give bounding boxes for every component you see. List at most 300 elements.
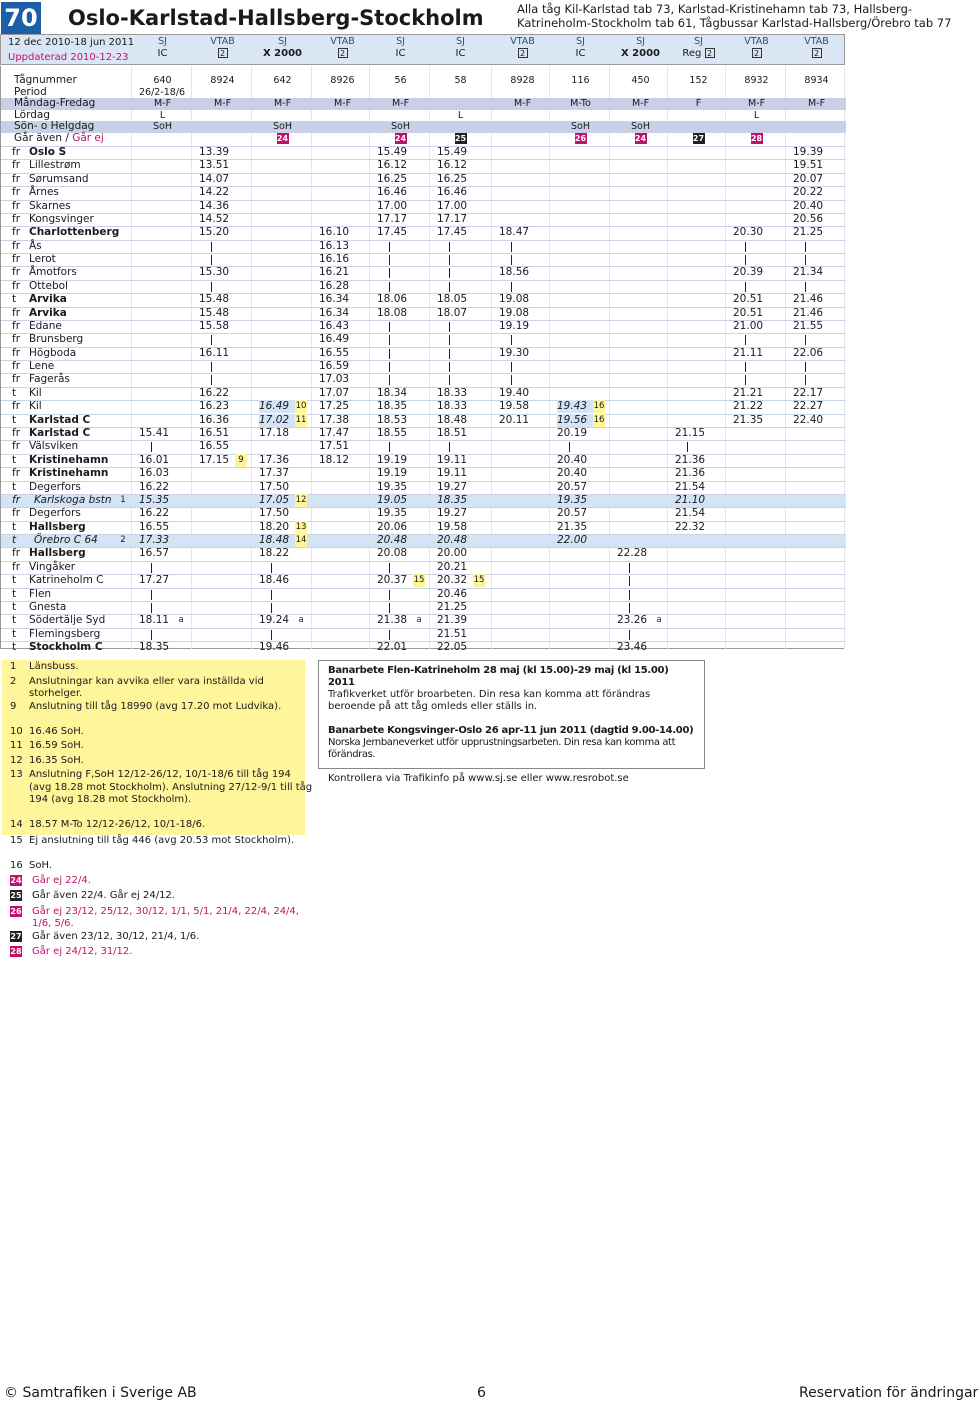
station-row — [1, 253, 846, 266]
departure-time: 19.27 — [437, 507, 468, 520]
header-cell — [611, 133, 670, 145]
departure-time: 21.36 — [675, 467, 706, 480]
footnotes-panel — [2, 660, 313, 957]
arr-dep-marker: t — [12, 627, 17, 640]
passes-through-marker — [511, 375, 512, 385]
departure-time: 15.30 — [199, 266, 230, 279]
does-not-run-label: Går ej — [72, 132, 104, 144]
departure-time: 16.16 — [319, 253, 350, 266]
header-cell: 8932 — [744, 75, 769, 86]
departure-time: 18.06 — [377, 293, 408, 306]
departure-time: 20.51 — [733, 293, 764, 306]
footnote — [10, 860, 52, 873]
departure-time: 16.36 — [199, 413, 230, 426]
row-divider — [1, 200, 846, 201]
footnote — [10, 661, 79, 674]
train-type — [493, 48, 552, 59]
timetable-header — [0, 34, 845, 65]
departure-time: 16.55 — [199, 440, 230, 453]
day-footnote-text: Går ej 22/4. — [32, 874, 91, 886]
departure-time: 20.06 — [377, 520, 408, 533]
departure-time: 18.08 — [377, 306, 408, 319]
train-type: X 2000 — [620, 48, 661, 59]
footnote-number: 2 — [10, 675, 17, 687]
header-cell: 8934 — [804, 75, 829, 86]
notice-text-2: Norska Jernbaneverket utför upprustningsarbeten. Din resa kan komma att förändras. — [328, 737, 676, 760]
passes-through-marker — [211, 335, 212, 345]
passes-through-marker — [511, 255, 512, 265]
departure-time: 17.27 — [139, 574, 170, 587]
footnote-text: Länsbuss. — [29, 661, 79, 672]
passes-through-marker — [449, 335, 450, 345]
departure-time: 17.17 — [377, 212, 408, 225]
departure-time: 19.05 — [377, 493, 408, 506]
station-row — [1, 293, 846, 306]
departure-time: 19.51 — [793, 159, 824, 172]
departure-time: 14.22 — [199, 186, 230, 199]
arr-dep-marker: fr — [12, 186, 21, 199]
station-name: Karlskoga bstn — [34, 493, 112, 506]
passes-through-marker — [629, 603, 630, 613]
passes-through-marker — [745, 282, 746, 292]
day-note-badge: 27 — [10, 931, 22, 941]
arr-dep-marker: fr — [12, 199, 21, 212]
train-type — [313, 48, 372, 59]
departure-time: 16.10 — [319, 226, 350, 239]
departure-time: 19.08 — [499, 306, 530, 319]
row-divider — [1, 628, 846, 629]
departure-time: 17.47 — [319, 426, 350, 439]
departure-time: 17.37 — [259, 467, 290, 480]
departure-time: 20.19 — [557, 426, 588, 439]
station-row — [1, 614, 846, 627]
arr-dep-marker: t — [12, 641, 17, 654]
station-name: Oslo S — [29, 146, 67, 158]
departure-time: 17.36 — [259, 453, 290, 466]
departure-time: 18.56 — [499, 266, 530, 279]
departure-time: 21.36 — [675, 453, 706, 466]
station-row — [1, 400, 846, 413]
station-name: Kil — [29, 386, 42, 399]
departure-time: 22.00 — [557, 534, 588, 547]
departure-time: 20.11 — [499, 413, 530, 426]
passes-through-marker — [389, 442, 390, 452]
departure-time: 20.48 — [377, 534, 408, 547]
header-cell: 642 — [273, 75, 292, 86]
station-row — [1, 454, 846, 467]
arr-dep-marker: fr — [12, 319, 21, 332]
departure-time: 19.11 — [437, 467, 468, 480]
departure-time: 17.50 — [259, 480, 290, 493]
station-name: Lerot — [29, 253, 56, 266]
passes-through-marker — [389, 255, 390, 265]
station-name: Arvika — [29, 293, 67, 306]
departure-time: 17.15 — [199, 453, 230, 466]
departure-time: 19.35 — [377, 480, 408, 493]
station-row — [1, 574, 846, 587]
departure-time: 15.41 — [139, 426, 170, 439]
footnote — [10, 769, 313, 805]
passes-through-marker — [389, 322, 390, 332]
passes-through-marker — [805, 335, 806, 345]
arr-dep-marker: t — [12, 413, 17, 426]
row-label: Tågnummer — [14, 74, 77, 86]
passes-through-marker — [449, 282, 450, 292]
passes-through-marker — [449, 442, 450, 452]
departure-time: 15.58 — [199, 319, 230, 332]
departure-time: 20.56 — [793, 212, 824, 225]
day-note-badge: 25 — [454, 134, 467, 143]
passes-through-marker — [629, 590, 630, 600]
passes-through-marker — [449, 349, 450, 359]
station-name: Karlstad C — [29, 413, 91, 426]
arr-dep-marker: fr — [12, 212, 21, 225]
passes-through-marker — [389, 242, 390, 252]
header-cell: L — [457, 109, 464, 121]
day-footnote — [10, 946, 133, 959]
station-row — [1, 333, 846, 346]
departure-time: 18.22 — [259, 547, 290, 560]
header-cell: 58 — [454, 75, 467, 86]
day-note-badge: 26 — [10, 906, 22, 916]
station-name: Årnes — [29, 186, 59, 199]
station-name: Lillestrøm — [29, 159, 81, 172]
row-divider — [1, 173, 846, 174]
arr-dep-marker: fr — [12, 172, 21, 185]
footnote — [10, 754, 84, 768]
departure-time: 18.46 — [259, 574, 290, 587]
footnote-text: Anslutning till tåg 18990 (avg 17.20 mot Ludvika). — [29, 700, 282, 712]
header-cell — [253, 133, 312, 145]
header-cell — [431, 133, 490, 145]
departure-time: 15.35 — [139, 493, 170, 506]
footnote-number: 15 — [10, 835, 23, 846]
departure-time: 19.11 — [437, 453, 468, 466]
arr-dep-marker: t — [12, 587, 17, 600]
train-type: IC — [455, 48, 466, 59]
footnote-number: 12 — [10, 754, 23, 766]
station-name: Kristinehamn — [29, 467, 109, 480]
passes-through-marker — [805, 282, 806, 292]
departure-time: 19.43 — [557, 400, 599, 413]
header-cell: SoH — [391, 121, 410, 133]
arr-dep-marker: fr — [12, 279, 21, 292]
departure-time: 22.01 — [377, 641, 408, 654]
header-cell: L — [753, 109, 760, 121]
station-row — [1, 641, 846, 654]
passes-through-marker — [805, 255, 806, 265]
footnote-text: SoH. — [29, 860, 52, 871]
passes-through-marker — [745, 375, 746, 385]
passes-through-marker — [389, 335, 390, 345]
departure-time: 21.10 — [675, 493, 706, 506]
departure-time: 20.07 — [793, 172, 824, 185]
timetable-grid — [0, 66, 845, 654]
departure-time: 22.40 — [793, 413, 824, 426]
passes-through-marker — [389, 349, 390, 359]
passes-through-marker — [511, 335, 512, 345]
time-note-ref: 11 — [295, 414, 307, 425]
station-row — [1, 427, 846, 440]
departure-time: 18.07 — [437, 306, 468, 319]
station-name: Södertälje Syd — [29, 614, 106, 627]
arr-dep-marker: fr — [12, 266, 21, 279]
row-divider — [1, 293, 846, 294]
departure-time: 16.12 — [437, 159, 468, 172]
departure-time: 20.32 — [437, 574, 468, 587]
departure-time: 21.38 — [377, 614, 408, 627]
second-class-icon: 2 — [518, 48, 528, 58]
departure-time: 19.19 — [377, 467, 408, 480]
operator-label: SJ — [694, 36, 703, 47]
station-row — [1, 186, 846, 199]
station-name: Charlottenberg — [29, 226, 120, 239]
departure-time: 21.25 — [793, 226, 824, 239]
operator-label: VTAB — [804, 36, 829, 47]
time-note-ref: 9 — [235, 454, 247, 467]
header-row-train_no — [1, 75, 846, 87]
arr-dep-marker: t — [12, 614, 17, 627]
passes-through-marker — [151, 563, 152, 573]
header-cell: M-F — [333, 98, 352, 110]
passes-through-marker — [629, 576, 630, 586]
row-divider — [1, 360, 846, 361]
departure-time: 19.24 — [259, 614, 290, 627]
footnote — [10, 740, 84, 753]
header-cell — [727, 133, 786, 145]
departure-time: 20.57 — [557, 480, 588, 493]
station-name: Stockholm C — [29, 641, 103, 654]
departure-time: 18.05 — [437, 293, 468, 306]
departure-time: 18.47 — [499, 226, 530, 239]
departure-time: 17.05 — [259, 493, 290, 506]
departure-time: 17.25 — [319, 400, 350, 413]
departure-time: 19.19 — [499, 319, 530, 332]
row-label: Sön- o Helgdag — [14, 120, 95, 133]
header-cell: M-To — [570, 98, 591, 110]
station-name: Lene — [29, 360, 55, 373]
header-cell: 56 — [394, 75, 407, 86]
arr-dep-marker: t — [12, 386, 17, 399]
departure-time: 20.08 — [377, 547, 408, 560]
header-cell: SoH — [571, 121, 590, 133]
departure-time: 19.56 — [557, 414, 599, 427]
row-divider — [1, 561, 846, 562]
day-footnote-text: Går även 23/12, 30/12, 21/4, 1/6. — [32, 930, 200, 942]
arr-dep-marker: fr — [12, 360, 21, 373]
train-type — [787, 48, 846, 59]
second-class-icon: 2 — [218, 48, 228, 58]
station-name: Fagerås — [29, 373, 70, 386]
footnote — [10, 725, 84, 739]
passes-through-marker — [211, 242, 212, 252]
departure-time: 16.03 — [139, 467, 170, 480]
arr-dep-marker: fr — [12, 426, 21, 439]
train-type: X 2000 — [262, 48, 303, 59]
passes-through-marker — [449, 268, 450, 278]
row-divider — [1, 387, 846, 388]
departure-time: 16.22 — [139, 507, 170, 520]
departure-time: 17.00 — [437, 199, 468, 212]
departure-time: 18.33 — [437, 400, 468, 413]
day-note-badge: 27 — [692, 134, 705, 143]
station-row — [1, 628, 846, 641]
footnote — [10, 700, 282, 714]
departure-time: 19.40 — [499, 386, 530, 399]
passes-through-marker — [151, 630, 152, 640]
departure-time: 16.22 — [139, 480, 170, 493]
header-cell: M-F — [747, 98, 766, 110]
footnote-text: 16.59 SoH. — [29, 740, 84, 751]
departure-time: 16.23 — [199, 400, 230, 413]
station-row — [1, 507, 846, 520]
station-row — [1, 146, 846, 159]
departure-time: 20.57 — [557, 507, 588, 520]
header-cell: 152 — [689, 75, 708, 86]
passes-through-marker — [271, 630, 272, 640]
row-divider — [1, 454, 846, 455]
departure-time: 18.35 — [139, 641, 170, 654]
day-footnote-text: Går även 22/4. Går ej 24/12. — [32, 890, 175, 901]
passes-through-marker — [629, 563, 630, 573]
row-divider — [1, 266, 846, 267]
passes-through-marker — [389, 630, 390, 640]
day-footnote-text: Går ej 24/12, 31/12. — [32, 946, 133, 957]
departure-time: 13.51 — [199, 159, 230, 172]
header-cell: 8924 — [210, 75, 235, 86]
day-footnote — [10, 905, 299, 929]
arr-dep-marker: fr — [12, 547, 21, 560]
footnote-number: 16 — [10, 860, 23, 871]
station-row — [1, 173, 846, 186]
arr-dep-marker: t — [12, 480, 17, 493]
header-cell — [551, 133, 610, 145]
footnote-number: 9 — [10, 700, 17, 712]
footnote-number: 10 — [10, 725, 23, 737]
departure-time: 23.46 — [617, 641, 648, 654]
time-note-ref: 15 — [473, 575, 485, 586]
station-name: Flen — [29, 587, 52, 600]
row-divider — [1, 414, 846, 415]
arr-dep-marker: fr — [12, 560, 21, 573]
operator-label: SJ — [278, 36, 287, 47]
row-label: Måndag-Fredag — [14, 97, 96, 110]
row-divider — [1, 253, 846, 254]
departure-time: 21.54 — [675, 480, 706, 493]
header-cell: 450 — [631, 75, 650, 86]
period-value: 26/2-18/6 — [139, 86, 186, 98]
departure-time: 16.34 — [319, 306, 350, 319]
footnote-number: 11 — [10, 740, 23, 751]
day-note-badge: 25 — [10, 891, 22, 900]
passes-through-marker — [151, 603, 152, 613]
departure-time: 18.55 — [377, 426, 408, 439]
station-name: Ottebol — [29, 279, 68, 292]
footnote — [10, 675, 264, 699]
departure-time: 17.18 — [259, 426, 290, 439]
departure-time: 20.22 — [793, 186, 824, 199]
header-cell: M-F — [631, 98, 650, 110]
passes-through-marker — [211, 255, 212, 265]
second-class-icon: 2 — [705, 48, 715, 58]
departure-time: 16.49 — [259, 400, 301, 413]
row-divider — [1, 213, 846, 214]
station-name: Flemingsberg — [29, 627, 101, 640]
time-note-ref: a — [416, 615, 422, 626]
departure-time: 19.46 — [259, 641, 290, 654]
header-cell: L — [159, 109, 166, 121]
departure-time: 16.34 — [319, 293, 350, 306]
departure-time: 18.11 — [139, 614, 170, 627]
header-cell: SoH — [273, 121, 292, 133]
row-divider — [1, 427, 846, 428]
related-tables: Alla tåg Kil-Karlstad tab 73, Karlstad-Kristinehamn tab 73, Hallsberg-Katrineholm-Stockholm tab 61, Tågbussar Karlstad-Hallsberg/Örebro tab 77 — [517, 2, 952, 30]
station-name: Skarnes — [29, 199, 71, 212]
departure-time: 21.35 — [557, 520, 588, 533]
reservation-note: Reservation för ändringar — [799, 1385, 978, 1401]
passes-through-marker — [211, 375, 212, 385]
validity-period: 12 dec 2010-18 jun 2011 — [8, 37, 135, 48]
time-note-ref: 13 — [295, 521, 307, 532]
operator-label: VTAB — [210, 36, 235, 47]
time-note-ref: 16 — [593, 414, 605, 425]
departure-time: 20.46 — [437, 587, 468, 600]
station-row — [1, 200, 846, 213]
departure-time: 21.51 — [437, 627, 468, 640]
station-name: Karlstad C — [29, 426, 91, 439]
header-cell: M-F — [273, 98, 292, 110]
day-note-badge: 24 — [394, 134, 407, 143]
departure-time: 16.55 — [319, 346, 350, 359]
row-divider — [1, 467, 846, 468]
departure-time: 13.39 — [199, 146, 230, 158]
departure-time: 19.58 — [499, 400, 530, 413]
passes-through-marker — [389, 362, 390, 372]
departure-time: 17.51 — [319, 440, 350, 453]
departure-time: 16.59 — [319, 360, 350, 373]
departure-time: 17.45 — [437, 226, 468, 239]
departure-time: 15.48 — [199, 293, 230, 306]
header-cell: M-F — [391, 98, 410, 110]
passes-through-marker — [389, 563, 390, 573]
departure-time: 16.21 — [319, 266, 350, 279]
departure-time: 14.52 — [199, 212, 230, 225]
station-row — [1, 467, 846, 480]
station-name: Kristinehamn — [29, 453, 109, 466]
operator-label: VTAB — [744, 36, 769, 47]
station-name: Välsviken — [29, 440, 79, 453]
time-note-ref: 10 — [295, 401, 307, 412]
arr-dep-marker: fr — [12, 373, 21, 386]
station-row — [1, 481, 846, 494]
header-row-also — [1, 133, 846, 145]
departure-time: 20.40 — [557, 453, 588, 466]
station-row — [1, 266, 846, 279]
departure-time: 15.49 — [377, 146, 408, 158]
station-name: Vingåker — [29, 560, 76, 573]
passes-through-marker — [687, 442, 688, 452]
station-name: Sørumsand — [29, 172, 89, 185]
header-row-saturday — [1, 110, 846, 122]
station-row — [1, 601, 846, 614]
station-row — [1, 226, 846, 239]
departure-time: 21.46 — [793, 293, 824, 306]
operator-label: VTAB — [330, 36, 355, 47]
day-note-badge: 24 — [10, 875, 22, 885]
row-divider — [1, 240, 846, 241]
time-note-ref: a — [656, 615, 662, 626]
notice-link-text: Kontrollera via Trafikinfo på www.sj.se eller www.resrobot.se — [328, 773, 629, 784]
